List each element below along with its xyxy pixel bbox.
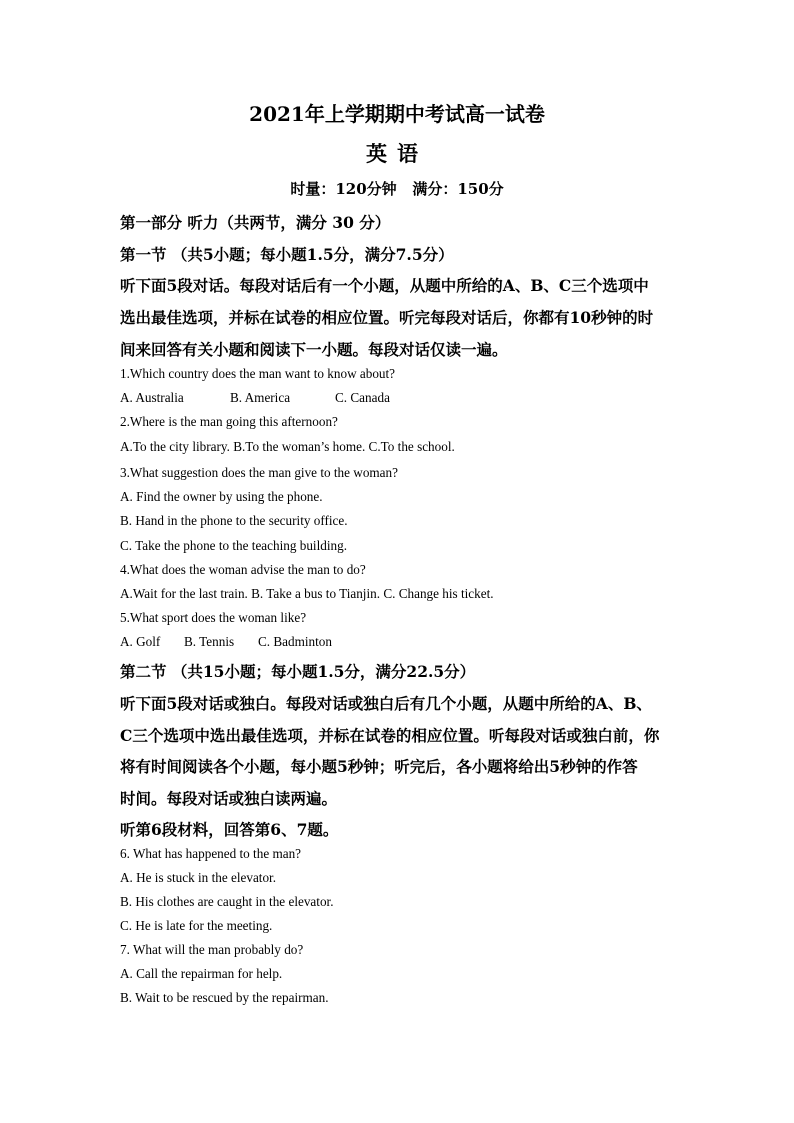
section2-instruction-line: 时间。每段对话或独白读两遍。 xyxy=(120,789,338,808)
section2-heading: 第二节 （共15小题；每小题1.5分，满分22.5分） xyxy=(120,662,476,681)
option-a: A. Australia xyxy=(120,390,184,405)
question-3: 3.What suggestion does the man give to the woman? xyxy=(120,465,398,480)
question-7: 7. What will the man probably do? xyxy=(120,942,304,957)
option-a: A. Golf xyxy=(120,634,161,649)
option-b: B. Hand in the phone to the security office. xyxy=(120,513,348,528)
option-b: B. Wait to be rescued by the repairman. xyxy=(120,990,329,1005)
question-5: 5.What sport does the woman like? xyxy=(120,610,307,625)
option-a: A. Find the owner by using the phone. xyxy=(120,489,323,504)
option-c: C. He is late for the meeting. xyxy=(120,918,273,933)
option-b: B. His clothes are caught in the elevator. xyxy=(120,894,334,909)
question-2-options: A.To the city library. B.To the woman’s home. C.To the school. xyxy=(120,439,455,454)
time-score-line: 时量：120分钟 满分：150分 xyxy=(290,180,504,198)
section2-instruction-line: 听下面5段对话或独白。每段对话或独白后有几个小题，从题中所给的A、B、 xyxy=(120,694,652,713)
section1-instruction-line: 选出最佳选项，并标在试卷的相应位置。听完每段对话后，你都有10秒钟的时 xyxy=(120,308,654,327)
question-1: 1.Which country does the man want to know about? xyxy=(120,366,396,381)
option-c: C. Badminton xyxy=(258,634,332,649)
question-2: 2.Where is the man going this afternoon? xyxy=(120,414,338,429)
section1-instruction-line: 间来回答有关小题和阅读下一小题。每段对话仅读一遍。 xyxy=(120,340,508,359)
section2-instruction-line: 将有时间阅读各个小题，每小题5秒钟；听完后，各小题将给出5秒钟的作答 xyxy=(120,757,638,776)
section1-heading: 第一节 （共5小题；每小题1.5分，满分7.5分） xyxy=(120,245,454,264)
option-c: C. Take the phone to the teaching building. xyxy=(120,538,348,553)
option-a: A. Call the repairman for help. xyxy=(120,966,283,981)
subject-title: 英语 xyxy=(366,141,428,166)
exam-title: 2021年上学期期中考试高一试卷 xyxy=(249,102,545,126)
material-note: 听第6段材料，回答第6、7题。 xyxy=(120,820,339,839)
option-c: C. Canada xyxy=(335,390,390,405)
section1-instruction-line: 听下面5段对话。每段对话后有一个小题，从题中所给的A、B、C三个选项中 xyxy=(120,276,649,295)
question-4-options: A.Wait for the last train. B. Take a bus to Tianjin. C. Change his ticket. xyxy=(120,586,494,601)
question-6: 6. What has happened to the man? xyxy=(120,846,302,861)
part1-heading: 第一部分 听力（共两节，满分 30 分） xyxy=(120,213,391,232)
option-b: B. America xyxy=(230,390,291,405)
option-b: B. Tennis xyxy=(184,634,235,649)
question-4: 4.What does the woman advise the man to do? xyxy=(120,562,366,577)
section2-instruction-line: C三个选项中选出最佳选项，并标在试卷的相应位置。听每段对话或独白前，你 xyxy=(120,726,660,745)
option-a: A. He is stuck in the elevator. xyxy=(120,870,277,885)
